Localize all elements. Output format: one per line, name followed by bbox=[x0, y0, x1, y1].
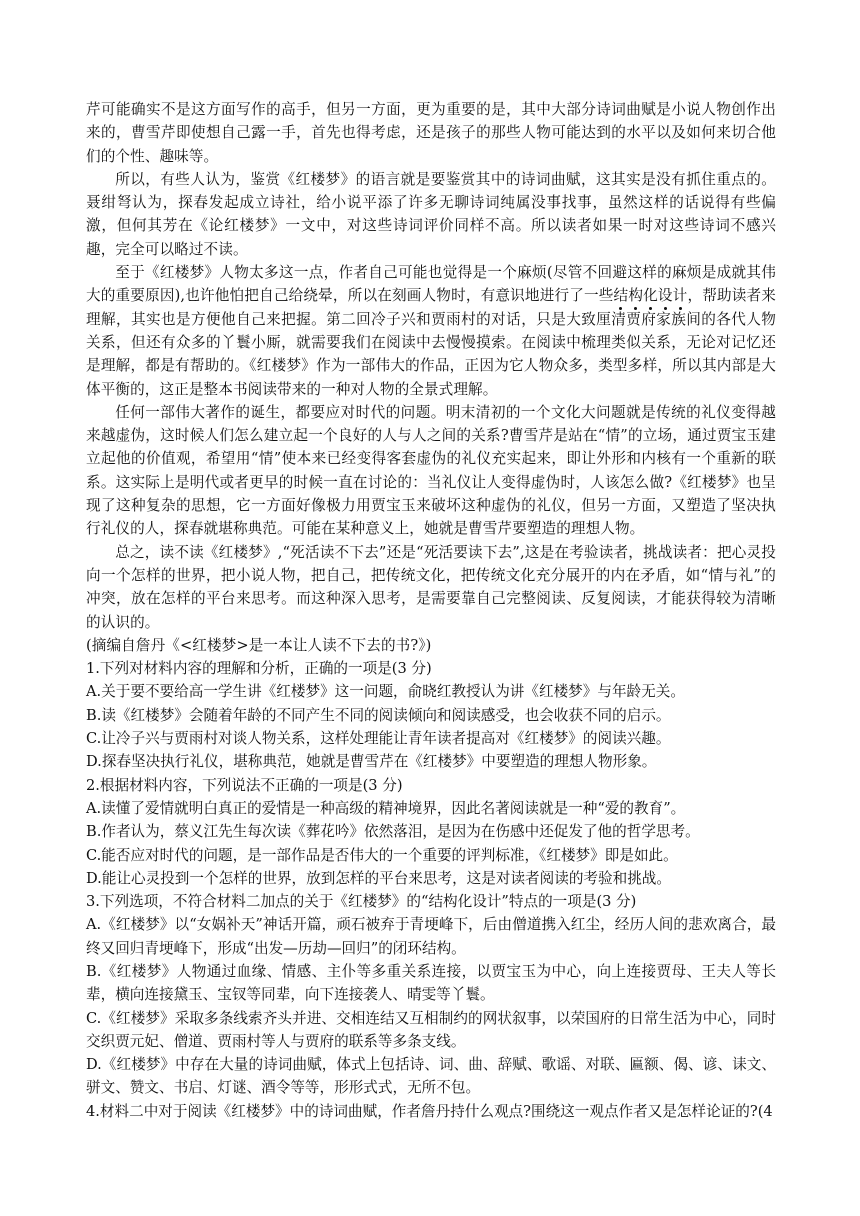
option-d: D.能让心灵投到一个怎样的世界，放到怎样的平台来思考，这是对读者阅读的考验和挑战。 bbox=[86, 869, 671, 887]
question-stem: 2.根据材料内容，下列说法不正确的一项是(3 分) bbox=[86, 776, 403, 794]
dotted-char: 构 bbox=[628, 287, 644, 305]
option-c: C.《红楼梦》采取多条线索齐头并进、交相连结又互相制约的网状叙事，以荣国府的日常生活为中心，同时交织贾元妃、僧道、贾雨村等人与贾府的联系等多条支线。 bbox=[86, 1009, 776, 1050]
passage-paragraph-1: 芹可能确实不是这方面写作的高手，但另一方面，更为重要的是，其中大部分诗词曲赋是小说人物创作出来的，曹雪芹即使想自己露一手，首先也得考虑，还是孩子的那些人物可能达到的水平以及如何来切合他们的个性、趣味等。 bbox=[86, 101, 776, 165]
source-citation: (摘编自詹丹《<红楼梦>是一本让人读不下去的书?》) bbox=[86, 636, 432, 654]
option-d: D.探春坚决执行礼仪，堪称典范，她就是曹雪芹在《红楼梦》中要塑造的理想人物形象。 bbox=[86, 753, 657, 771]
passage-paragraph-3 bbox=[86, 261, 776, 401]
dotted-char: 计 bbox=[672, 287, 688, 305]
passage-paragraph-5: 总之，读不读《红楼梦》,“死活读不下去”还是“死活要读下去”,这是在考验读者，挑战读者：把心灵投向一个怎样的世界，把小说人物，把自己，把传统文化，把传统文化充分展开的内在矛盾，如“情与礼”的冲突，放在怎样的平台来思考。而这种深入思考，是需要靠自己完整阅读、反复阅读，才能获得较为清晰的认识的。 bbox=[86, 543, 776, 631]
question-1 bbox=[86, 657, 776, 773]
question-4 bbox=[86, 1100, 776, 1123]
passage-paragraph-2: 所以，有些人认为，鉴赏《红楼梦》的语言就是要鉴赏其中的诗词曲赋，这其实是没有抓住重点的。聂绀弩认为，探春发起成立诗社，给小说平添了许多无聊诗词纯属没事找事，虽然这样的话说得有些偏激，但何其芳在《论红楼梦》一文中，对这些诗词评价同样不高。所以读者如果一时对这些诗词不感兴趣，完全可以略过不读。 bbox=[86, 170, 776, 258]
question-2 bbox=[86, 774, 776, 890]
question-3 bbox=[86, 890, 776, 1100]
option-a: A.读懂了爱情就明白真正的爱情是一种高级的精神境界，因此名著阅读就是一种“爱的教育”。 bbox=[86, 799, 686, 817]
paragraph-3-text-after: ，帮助读者来理解，其实也是方便他自己来把握。第二回冷子兴和贾雨村的对话，只是大致厘清贾府家族间的各代人物关系，但还有众多的丫鬟小厮，就需要我们在阅读中去慢慢摸索。在阅读中梳理类似关系，无论对记忆还是理解，都是有帮助的。《红楼梦》作为一部伟大的作品，正因为它人物众多，类型多样，所以其内部是大体平衡的，这正是整本书阅读带来的一种对人物的全景式理解。 bbox=[86, 287, 776, 398]
question-stem: 1.下列对材料内容的理解和分析，正确的一项是(3 分) bbox=[86, 660, 432, 678]
option-a: A.《红楼梦》以“女娲补天”神话开篇，顽石被弃于青埂峰下，后由僧道携入红尘，经历人间的悲欢离合，最终又回归青埂峰下，形成“出发—历劫—回归”的闭环结构。 bbox=[86, 916, 776, 957]
option-b: B.作者认为，蔡义江先生每次读《葬花吟》依然落泪，是因为在伤感中还促发了他的哲学思考。 bbox=[86, 823, 700, 841]
option-b: B.《红楼梦》人物通过血缘、情感、主仆等多重关系连接，以贾宝玉为中心，向上连接贾母、王夫人等长辈，横向连接黛玉、宝钗等同辈，向下连接袭人、晴雯等丫鬟。 bbox=[86, 962, 776, 1004]
dotted-char: 结 bbox=[613, 287, 629, 305]
option-b: B.读《红楼梦》会随着年龄的不同产生不同的阅读倾向和阅读感受，也会收获不同的启示。 bbox=[86, 706, 671, 724]
dotted-char: 设 bbox=[657, 287, 673, 305]
question-stem: 3.下列选项，不符合材料二加点的关于《红楼梦》的“结构化设计”特点的一项是(3 分) bbox=[86, 893, 637, 911]
paragraph-3-text-before: 至于《红楼梦》人物太多这一点，作者自己可能也觉得是一个麻烦(尽管不回避这样的麻烦是成就其伟大的重要原因),也许他怕把自己给绕晕，所以在刻画人物时，有意识地进行了一些 bbox=[86, 264, 776, 305]
option-c: C.能否应对时代的问题，是一部作品是否伟大的一个重要的评判标准，《红楼梦》即是如此。 bbox=[86, 846, 678, 864]
option-a: A.关于要不要给高一学生讲《红楼梦》这一问题，俞晓红教授认为讲《红楼梦》与年龄无关。 bbox=[86, 683, 685, 701]
exam-page bbox=[86, 98, 776, 1123]
dotted-char: 化 bbox=[643, 287, 658, 305]
option-d: D.《红楼梦》中存在大量的诗词曲赋，体式上包括诗、词、曲、辞赋、歌谣、对联、匾额、偈、谚、诔文、骈文、赞文、书启、灯谜、酒令等等，形形式式，无所不包。 bbox=[86, 1056, 776, 1097]
passage-paragraph-4: 任何一部伟大著作的诞生，都要应对时代的问题。明末清初的一个文化大问题就是传统的礼仪变得越来越虚伪，这时候人们怎么建立起一个良好的人与人之间的关系?曹雪芹是站在“情”的立场，通过贾宝玉建立起他的价值观，希望用“情”使本来已经变得客套虚伪的礼仪充实起来，即让外形和内核有一个重新的联系。这实际上是明代或者更早的时候一直在讨论的：当礼仪让人变得虚伪时，人该怎么做?《红楼梦》也呈现了这种复杂的思想，它一方面好像极力用贾宝玉来破坏这种虚伪的礼仪，但另一方面，又塑造了坚决执行礼仪的人，探春就堪称典范。可能在某种意义上，她就是曹雪芹要塑造的理想人物。 bbox=[86, 403, 776, 538]
option-c: C.让冷子兴与贾雨村对谈人物关系，这样处理能让青年读者提高对《红楼梦》的阅读兴趣。 bbox=[86, 730, 671, 748]
question-stem: 4.材料二中对于阅读《红楼梦》中的诗词曲赋，作者詹丹持什么观点?围绕这一观点作者又是怎样论证的?(4 bbox=[86, 1102, 773, 1120]
